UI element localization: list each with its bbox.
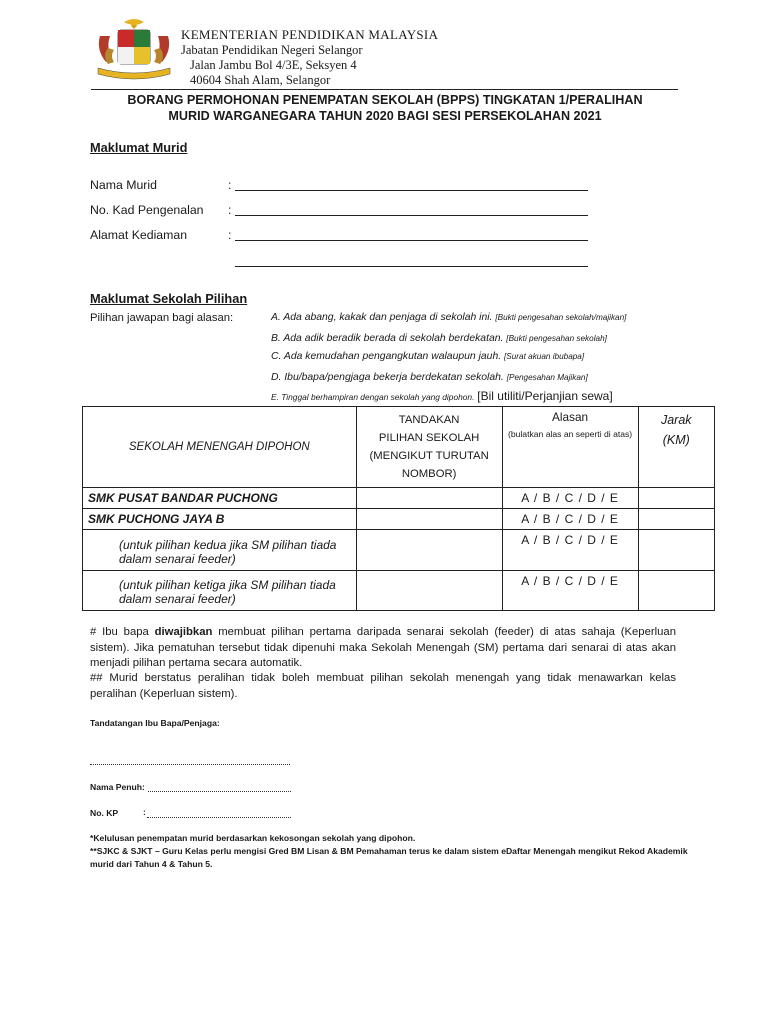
- reason-option-b-note: [Bukti pengesahan sekolah]: [506, 334, 607, 343]
- school-row-3-reason[interactable]: A / B / C / D / E: [502, 530, 638, 571]
- address-field-line-1[interactable]: [235, 240, 588, 241]
- address-field-line-2[interactable]: [235, 266, 588, 267]
- ic-label: No. KP: [90, 808, 119, 818]
- ministry-name: KEMENTERIAN PENDIDIKAN MALAYSIA: [181, 27, 439, 42]
- address-line-2: 40604 Shah Alam, Selangor: [190, 73, 331, 87]
- coat-of-arms-icon: [94, 18, 174, 80]
- school-row-4-reason[interactable]: A / B / C / D / E: [502, 571, 638, 611]
- reason-option-a-note: [Bukti pengesahan sekolah/majikan]: [495, 313, 627, 322]
- reason-option-d: [271, 372, 588, 383]
- signature-field[interactable]: [90, 764, 290, 765]
- header-distance-line-2: (KM): [662, 433, 690, 447]
- reason-option-c-text: C. Ada kemudahan pengangkutan walaupun jauh.: [271, 351, 502, 362]
- address-line-1: Jalan Jambu Bol 4/3E, Seksyen 4: [190, 58, 357, 72]
- reason-option-d-text: D. Ibu/bapa/pengjaga bekerja berdekatan sekolah.: [271, 372, 504, 383]
- reason-option-a-text: A. Ada abang, kakak dan penjaga di sekolah ini.: [271, 312, 493, 323]
- ic-number-colon: :: [228, 203, 232, 217]
- school-choice-table: [82, 406, 715, 611]
- table-row: [83, 571, 715, 611]
- student-name-field[interactable]: [235, 190, 588, 191]
- header-mark-line-4: NOMBOR): [401, 468, 457, 480]
- note-1-prefix: # Ibu bapa: [90, 626, 155, 638]
- header-mark-line-3: (MENGIKUT TURUTAN: [369, 450, 489, 462]
- school-row-4-distance[interactable]: [638, 571, 714, 611]
- student-name-colon: :: [228, 178, 232, 192]
- school-row-3-distance[interactable]: [638, 530, 714, 571]
- header-distance-line-1: Jarak: [660, 413, 692, 427]
- header-school: SEKOLAH MENENGAH DIPOHON: [83, 407, 357, 488]
- school-row-2-choice[interactable]: [356, 509, 502, 530]
- school-row-4-choice[interactable]: [356, 571, 502, 611]
- full-name-field[interactable]: [148, 791, 291, 792]
- note-1-rest: membuat pilihan pertama daripada senarai sekolah (feeder) di atas sahaja (Keperluan sistem). Jika pematuhan tersebut tidak dipenuhi maka Sekolah Menengah (SM) pertama dari senarai di atas akan menjadi pilihan pertama secara automatik.: [90, 626, 676, 670]
- form-title-line-1: BORANG PERMOHONAN PENEMPATAN SEKOLAH (BPPS) TINGKATAN 1/PERALIHAN: [127, 93, 643, 107]
- reason-option-e-text: E. Tinggal berhampiran dengan sekolah yang dipohon.: [271, 392, 475, 402]
- department-name: Jabatan Pendidikan Negeri Selangor: [181, 43, 363, 57]
- footnote-2: **SJKC & SJKT – Guru Kelas perlu mengisi Gred BM Lisan & BM Pemahaman terus ke dalam sistem eDaftar Menengah mengikut Rekod Akademik murid dari Tahun 4 & Tahun 5.: [90, 846, 688, 869]
- school-row-1-reason[interactable]: A / B / C / D / E: [502, 488, 638, 509]
- reason-option-b: [271, 333, 607, 344]
- reason-option-d-note: [Pengesahan Majikan]: [506, 373, 588, 382]
- header-reason-title: Alasan: [552, 410, 589, 424]
- footnote-1: *Kelulusan penempatan murid berdasarkan kekosongan sekolah yang dipohon.: [90, 833, 416, 843]
- student-section-heading: Maklumat Murid: [90, 140, 188, 155]
- ic-colon: :: [143, 807, 146, 817]
- header-reason-sub: (bulatkan alas an seperti di atas): [507, 429, 633, 439]
- reason-option-b-text: B. Ada adik beradik berada di sekolah berdekatan.: [271, 333, 504, 344]
- school-row-3-note[interactable]: (untuk pilihan kedua jika SM pilihan tiada dalam senarai feeder): [83, 530, 357, 571]
- school-row-2-reason[interactable]: A / B / C / D / E: [502, 509, 638, 530]
- school-row-1-choice[interactable]: [356, 488, 502, 509]
- header-distance: [638, 407, 714, 488]
- reason-option-e-note: [Bil utiliti/Perjanjian sewa]: [477, 389, 613, 403]
- table-header-row: [83, 407, 715, 488]
- header-rule: [91, 89, 678, 90]
- reason-option-c: [271, 351, 584, 362]
- full-name-label: Nama Penuh:: [90, 782, 145, 792]
- reason-options-prompt: Pilihan jawapan bagi alasan:: [90, 312, 234, 324]
- reason-option-e: [271, 389, 613, 403]
- ic-field[interactable]: [147, 817, 291, 818]
- school-row-2-name: SMK PUCHONG JAYA B: [83, 509, 357, 530]
- ic-number-field[interactable]: [235, 215, 588, 216]
- note-1-bold: diwajibkan: [154, 626, 213, 638]
- student-name-label: Nama Murid: [90, 178, 157, 192]
- reason-option-c-note: [Surat akuan ibubapa]: [504, 352, 585, 361]
- table-row: [83, 488, 715, 509]
- address-colon: :: [228, 228, 232, 242]
- school-row-3-choice[interactable]: [356, 530, 502, 571]
- table-row: [83, 530, 715, 571]
- school-section-heading: Maklumat Sekolah Pilihan: [90, 291, 248, 306]
- header-mark: [356, 407, 502, 488]
- school-row-1-distance[interactable]: [638, 488, 714, 509]
- school-row-2-distance[interactable]: [638, 509, 714, 530]
- header-reason: [502, 407, 638, 488]
- table-row: [83, 509, 715, 530]
- note-paragraph-1: [90, 625, 676, 672]
- address-label: Alamat Kediaman: [90, 228, 188, 242]
- ic-number-label: No. Kad Pengenalan: [90, 203, 204, 217]
- school-row-1-name: SMK PUSAT BANDAR PUCHONG: [83, 488, 357, 509]
- form-title-line-2: MURID WARGANEGARA TAHUN 2020 BAGI SESI PERSEKOLAHAN 2021: [168, 109, 602, 123]
- reason-option-a: [271, 312, 626, 323]
- school-row-4-note[interactable]: (untuk pilihan ketiga jika SM pilihan tiada dalam senarai feeder): [83, 571, 357, 611]
- note-paragraph-2: ## Murid berstatus peralihan tidak boleh membuat pilihan sekolah menengah yang tidak menawarkan kelas peralihan (Keperluan sistem).: [90, 672, 676, 700]
- signature-label: Tandatangan Ibu Bapa/Penjaga:: [90, 718, 220, 728]
- header-mark-line-1: TANDAKAN: [398, 414, 460, 426]
- header-mark-line-2: PILIHAN SEKOLAH: [378, 432, 480, 444]
